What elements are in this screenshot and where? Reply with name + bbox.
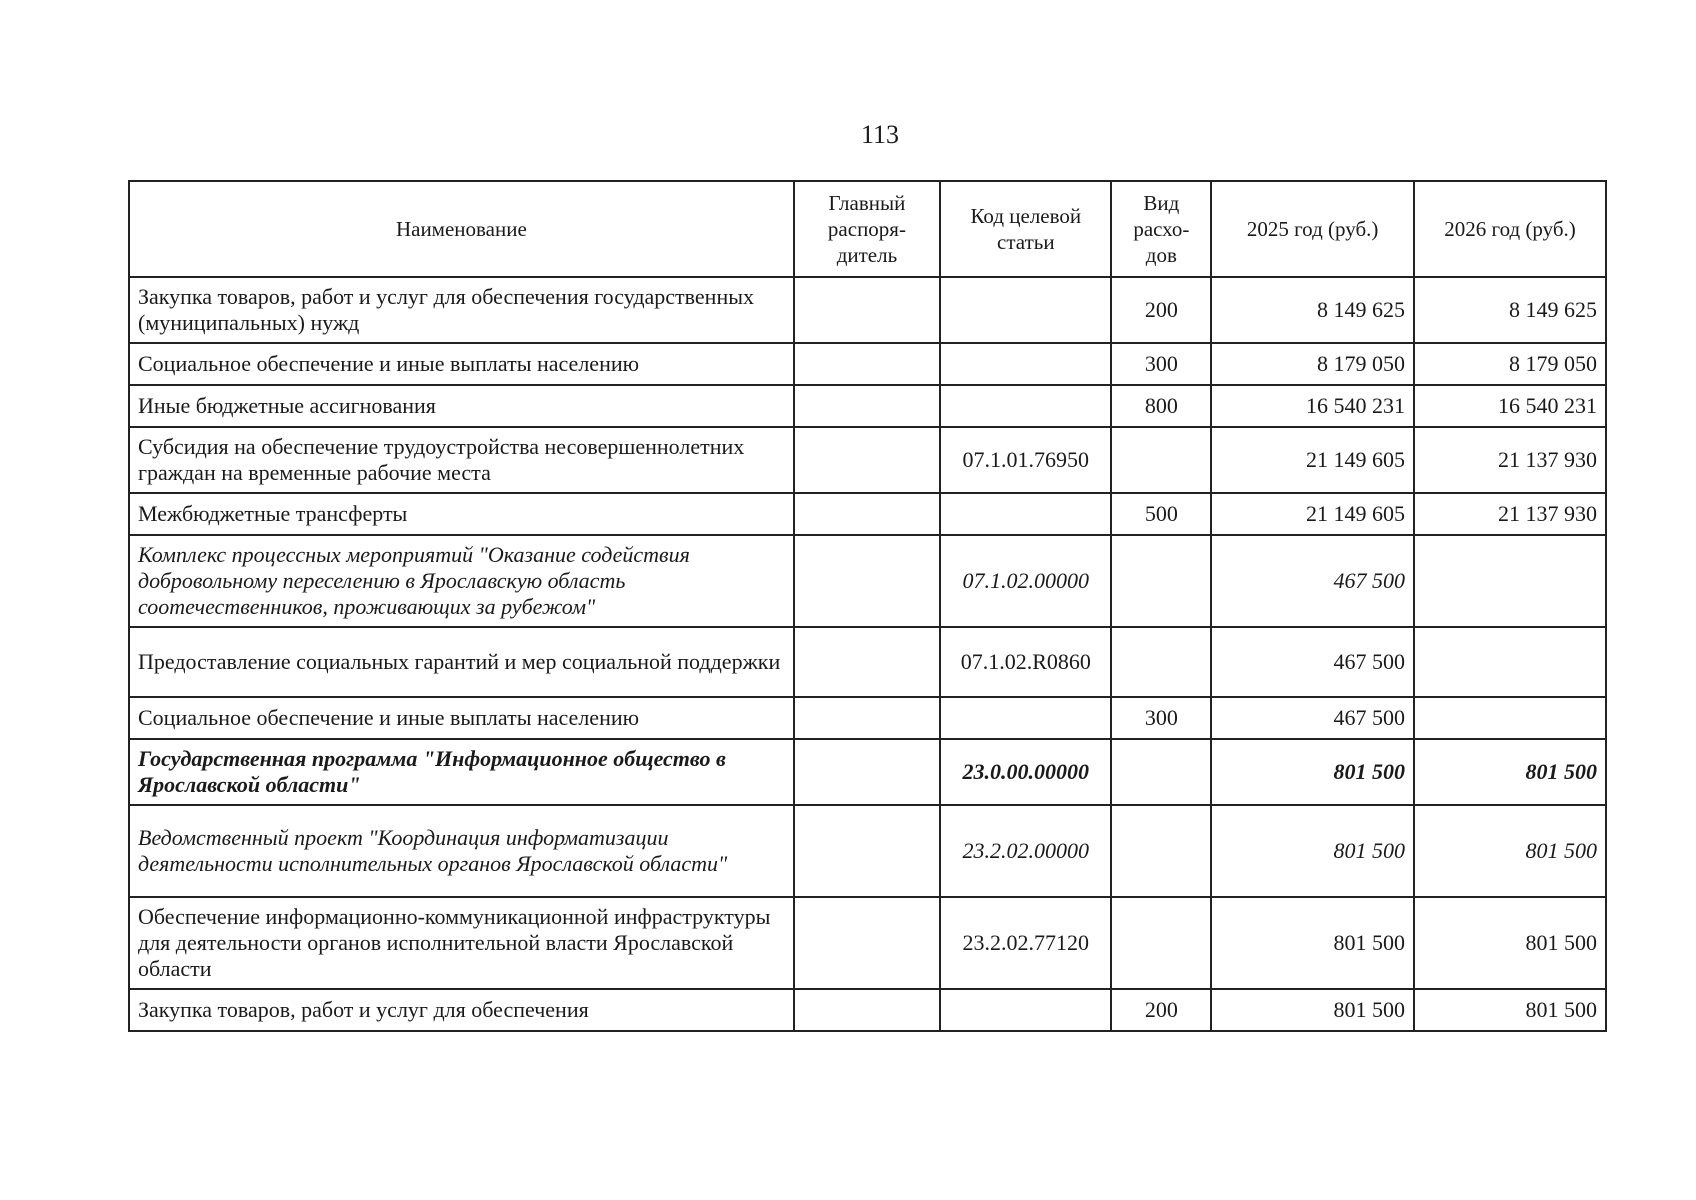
cell-expense-type: 200 — [1111, 989, 1211, 1031]
table-row — [129, 805, 1606, 897]
cell-2025: 21 149 605 — [1211, 493, 1414, 535]
cell-expense-type — [1111, 535, 1211, 627]
cell-manager — [794, 493, 940, 535]
cell-expense-type — [1111, 739, 1211, 805]
cell-name: Комплекс процессных мероприятий "Оказание содействия добровольному переселению в Ярославскую область соотечественников, проживающих за рубежом" — [129, 535, 794, 627]
cell-name: Закупка товаров, работ и услуг для обеспечения — [129, 989, 794, 1031]
table-row — [129, 427, 1606, 493]
cell-2025: 467 500 — [1211, 697, 1414, 739]
cell-manager — [794, 627, 940, 697]
cell-expense-type: 200 — [1111, 277, 1211, 343]
table-row — [129, 385, 1606, 427]
cell-code — [940, 385, 1111, 427]
cell-expense-type: 300 — [1111, 697, 1211, 739]
header-expense-type: Вид расхо-дов — [1111, 181, 1211, 277]
cell-2025: 801 500 — [1211, 739, 1414, 805]
cell-expense-type — [1111, 427, 1211, 493]
cell-code: 23.2.02.77120 — [940, 897, 1111, 989]
cell-2025: 801 500 — [1211, 989, 1414, 1031]
cell-manager — [794, 385, 940, 427]
cell-2025: 467 500 — [1211, 535, 1414, 627]
table-row — [129, 343, 1606, 385]
cell-2025: 801 500 — [1211, 805, 1414, 897]
cell-2026: 801 500 — [1414, 897, 1606, 989]
cell-2025: 16 540 231 — [1211, 385, 1414, 427]
cell-expense-type — [1111, 897, 1211, 989]
table-row — [129, 627, 1606, 697]
cell-code — [940, 697, 1111, 739]
cell-name: Субсидия на обеспечение трудоустройства несовершеннолетних граждан на временные рабочие места — [129, 427, 794, 493]
cell-code: 07.1.01.76950 — [940, 427, 1111, 493]
cell-manager — [794, 697, 940, 739]
cell-code — [940, 343, 1111, 385]
table-row — [129, 739, 1606, 805]
cell-2026 — [1414, 627, 1606, 697]
cell-code: 23.2.02.00000 — [940, 805, 1111, 897]
cell-name: Обеспечение информационно-коммуникационной инфраструктуры для деятельности органов исполнительной власти Ярославской области — [129, 897, 794, 989]
header-2025: 2025 год (руб.) — [1211, 181, 1414, 277]
cell-2026: 21 137 930 — [1414, 493, 1606, 535]
header-manager: Главный распоря-дитель — [794, 181, 940, 277]
cell-2026 — [1414, 535, 1606, 627]
table-row — [129, 277, 1606, 343]
cell-name: Закупка товаров, работ и услуг для обеспечения государственных (муниципальных) нужд — [129, 277, 794, 343]
cell-2026: 801 500 — [1414, 739, 1606, 805]
cell-2025: 801 500 — [1211, 897, 1414, 989]
cell-name: Социальное обеспечение и иные выплаты населению — [129, 343, 794, 385]
budget-table — [128, 180, 1607, 1032]
cell-2026 — [1414, 697, 1606, 739]
header-code: Код целевой статьи — [940, 181, 1111, 277]
cell-manager — [794, 897, 940, 989]
cell-manager — [794, 343, 940, 385]
cell-manager — [794, 739, 940, 805]
table-header-row — [129, 181, 1606, 277]
cell-2026: 801 500 — [1414, 989, 1606, 1031]
cell-name: Предоставление социальных гарантий и мер социальной поддержки — [129, 627, 794, 697]
cell-name: Межбюджетные трансферты — [129, 493, 794, 535]
cell-2026: 21 137 930 — [1414, 427, 1606, 493]
cell-expense-type — [1111, 627, 1211, 697]
cell-expense-type: 300 — [1111, 343, 1211, 385]
cell-2025: 467 500 — [1211, 627, 1414, 697]
cell-name: Ведомственный проект "Координация информатизации деятельности исполнительных органов Ярославской области" — [129, 805, 794, 897]
cell-code: 07.1.02.00000 — [940, 535, 1111, 627]
cell-manager — [794, 277, 940, 343]
cell-2025: 21 149 605 — [1211, 427, 1414, 493]
header-name: Наименование — [129, 181, 794, 277]
cell-name: Социальное обеспечение и иные выплаты населению — [129, 697, 794, 739]
cell-2026: 8 179 050 — [1414, 343, 1606, 385]
cell-code — [940, 989, 1111, 1031]
cell-expense-type — [1111, 805, 1211, 897]
cell-expense-type: 500 — [1111, 493, 1211, 535]
cell-name: Государственная программа "Информационное общество в Ярославской области" — [129, 739, 794, 805]
cell-manager — [794, 989, 940, 1031]
cell-manager — [794, 805, 940, 897]
cell-2025: 8 149 625 — [1211, 277, 1414, 343]
cell-code — [940, 493, 1111, 535]
cell-code: 23.0.00.00000 — [940, 739, 1111, 805]
cell-expense-type: 800 — [1111, 385, 1211, 427]
cell-2025: 8 179 050 — [1211, 343, 1414, 385]
cell-manager — [794, 535, 940, 627]
cell-code — [940, 277, 1111, 343]
header-2026: 2026 год (руб.) — [1414, 181, 1606, 277]
table-row — [129, 493, 1606, 535]
cell-2026: 16 540 231 — [1414, 385, 1606, 427]
page-number: 113 — [860, 120, 900, 149]
cell-name: Иные бюджетные ассигнования — [129, 385, 794, 427]
cell-2026: 8 149 625 — [1414, 277, 1606, 343]
cell-2026: 801 500 — [1414, 805, 1606, 897]
table-row — [129, 989, 1606, 1031]
table-row — [129, 535, 1606, 627]
table-row — [129, 897, 1606, 989]
table-row — [129, 697, 1606, 739]
cell-manager — [794, 427, 940, 493]
cell-code: 07.1.02.R0860 — [940, 627, 1111, 697]
